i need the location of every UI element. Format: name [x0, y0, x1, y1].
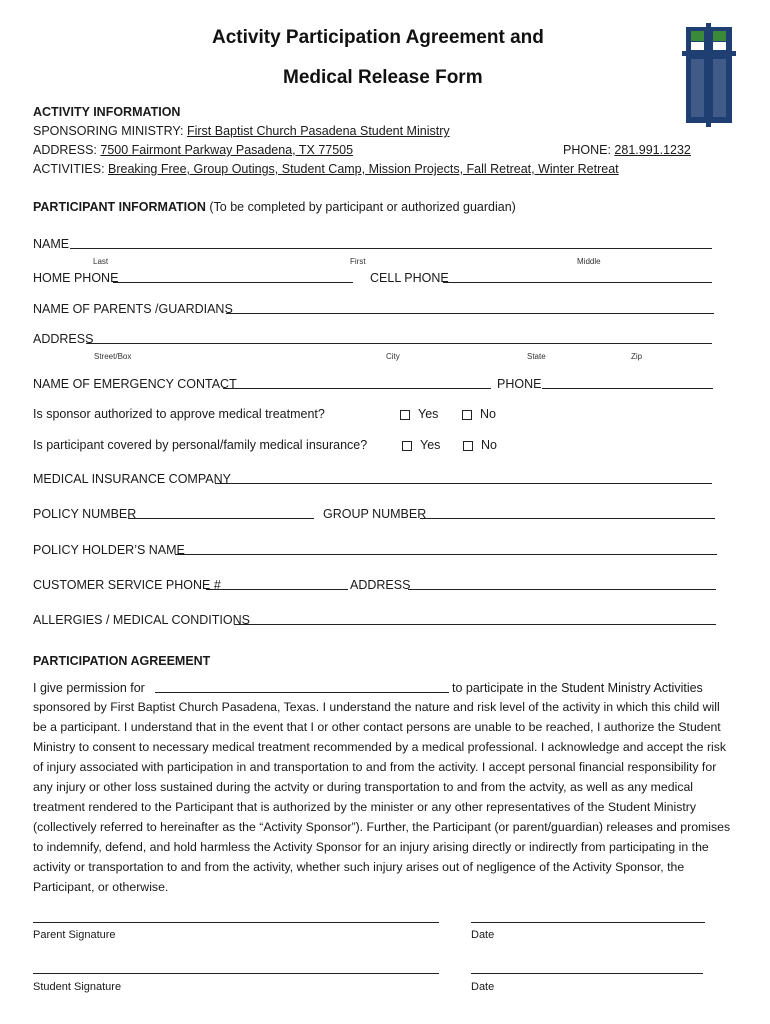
policy-holder-label: POLICY HOLDER’S NAME: [33, 543, 185, 557]
church-window-cross-logo: [680, 23, 736, 127]
q2-yes-label: Yes: [420, 438, 441, 452]
name-sub-first: First: [350, 257, 366, 266]
participant-heading-note: (To be completed by participant or authorized guardian): [209, 200, 516, 214]
participant-heading-row: [33, 200, 516, 214]
insurance-company-field[interactable]: [215, 483, 712, 484]
allergies-field[interactable]: [234, 624, 716, 625]
checkbox-icon[interactable]: [400, 410, 410, 420]
cs-address-field[interactable]: [408, 589, 716, 590]
parent-signature-field[interactable]: [33, 922, 439, 923]
phone-row: [563, 143, 691, 157]
question-insurance-covered: Is participant covered by personal/family medical insurance?: [33, 438, 368, 452]
parent-date-field[interactable]: [471, 922, 705, 923]
agreement-intro-after: to participate in the Student Ministry Activities: [452, 681, 703, 695]
sponsor-value: First Baptist Church Pasadena Student Ministry: [186, 124, 450, 138]
q1-no-label: No: [480, 407, 496, 421]
name-field[interactable]: [70, 248, 712, 249]
sponsor-label: SPONSORING MINISTRY:: [33, 124, 184, 138]
address-sub-city: City: [386, 352, 400, 361]
cell-phone-label: CELL PHONE: [370, 271, 449, 285]
home-phone-field[interactable]: [113, 282, 353, 283]
checkbox-icon[interactable]: [463, 441, 473, 451]
participant-heading: PARTICIPANT INFORMATION: [33, 200, 206, 214]
student-date-field[interactable]: [471, 973, 703, 974]
home-phone-label: HOME PHONE: [33, 271, 119, 285]
policy-holder-field[interactable]: [175, 554, 717, 555]
address-sub-zip: Zip: [631, 352, 643, 361]
checkbox-icon[interactable]: [402, 441, 412, 451]
parents-field[interactable]: [226, 313, 714, 314]
student-date-label: Date: [471, 981, 495, 993]
q1-yes-label: Yes: [418, 407, 439, 421]
phone-label: PHONE:: [563, 143, 611, 157]
emergency-field[interactable]: [223, 388, 491, 389]
emergency-phone-label: PHONE: [497, 377, 542, 391]
student-signature-field[interactable]: [33, 973, 439, 974]
cell-phone-field[interactable]: [443, 282, 712, 283]
q2-no-option[interactable]: [463, 438, 497, 452]
student-signature-label: Student Signature: [33, 981, 122, 993]
question-sponsor-authorized: Is sponsor authorized to approve medical treatment?: [33, 407, 325, 421]
activities-value: Breaking Free, Group Outings, Student Camp, Mission Projects, Fall Retreat, Winter Retreat: [108, 162, 619, 176]
insurance-company-label: MEDICAL INSURANCE COMPANY: [33, 472, 231, 486]
emergency-label: NAME OF EMERGENCY CONTACT: [33, 377, 237, 391]
q2-yes-option[interactable]: [402, 438, 440, 452]
activities-label: ACTIVITIES:: [33, 162, 105, 176]
emergency-phone-field[interactable]: [542, 388, 713, 389]
q1-no-option[interactable]: [462, 407, 496, 421]
address-label: ADDRESS:: [33, 143, 97, 157]
activity-heading: ACTIVITY INFORMATION: [33, 105, 181, 119]
parents-label: NAME OF PARENTS /GUARDIANS: [33, 302, 233, 316]
customer-service-label: CUSTOMER SERVICE PHONE #: [33, 578, 221, 592]
address-sub-street: Street/Box: [94, 352, 132, 361]
title-line-1: Activity Participation Agreement and: [212, 27, 544, 48]
parent-date-label: Date: [471, 929, 495, 941]
parent-signature-label: Parent Signature: [33, 929, 116, 941]
agreement-body: sponsored by First Baptist Church Pasadena, Texas. I understand the nature and risk level of the activity in which this child will be a participant. I understand that in the event that I or other contact persons are unable to be reached, I authorize the Student Ministry to consent to necessary medical treatment recommended by a medical professional. I acknowledge and accept the risk of injury associated with participation in and transportation to and from the activity. I accept personal financial responsibility for any injury or other loss sustained during the actvity or during transportation to and from the actvity, as well as any medical treatment rendered to the Participant that is authorized by the minister or any other representatives of the Student Ministry (collectively referred to hereinafter as the “Activity Sponsor”). Further, the Participant (or parent/guardian) releases and promises to indemnify, defend, and hold harmless the Activity Sponsor for an injury arising directly or indirectly from participating in the activity or transportation to and from the activity, whether such injury arises out of negligence of the Activity Sponsor, the Participant, or otherwise.: [33, 700, 731, 894]
participant-address-field[interactable]: [86, 343, 712, 344]
q1-yes-option[interactable]: [400, 407, 438, 421]
policy-number-label: POLICY NUMBER: [33, 507, 137, 521]
checkbox-icon[interactable]: [462, 410, 472, 420]
q2-no-label: No: [481, 438, 497, 452]
name-sub-last: Last: [93, 257, 109, 266]
sponsor-row: [33, 124, 450, 138]
address-row: [33, 143, 353, 157]
address-sub-state: State: [527, 352, 546, 361]
name-label: NAME: [33, 237, 70, 251]
permission-name-field[interactable]: [155, 692, 449, 693]
customer-service-field[interactable]: [206, 589, 348, 590]
phone-value: 281.991.1232: [614, 143, 691, 157]
agreement-intro: I give permission for: [33, 681, 145, 695]
group-number-field[interactable]: [420, 518, 715, 519]
participant-address-label: ADDRESS: [33, 332, 94, 346]
policy-number-field[interactable]: [128, 518, 314, 519]
cs-address-label: ADDRESS: [350, 578, 411, 592]
address-value: 7500 Fairmont Parkway Pasadena, TX 77505: [100, 143, 354, 157]
title-line-2: Medical Release Form: [283, 67, 483, 88]
agreement-heading: PARTICIPATION AGREEMENT: [33, 654, 211, 668]
allergies-label: ALLERGIES / MEDICAL CONDITIONS: [33, 613, 250, 627]
name-sub-middle: Middle: [577, 257, 601, 266]
activities-row: [33, 162, 619, 176]
group-number-label: GROUP NUMBER: [323, 507, 427, 521]
